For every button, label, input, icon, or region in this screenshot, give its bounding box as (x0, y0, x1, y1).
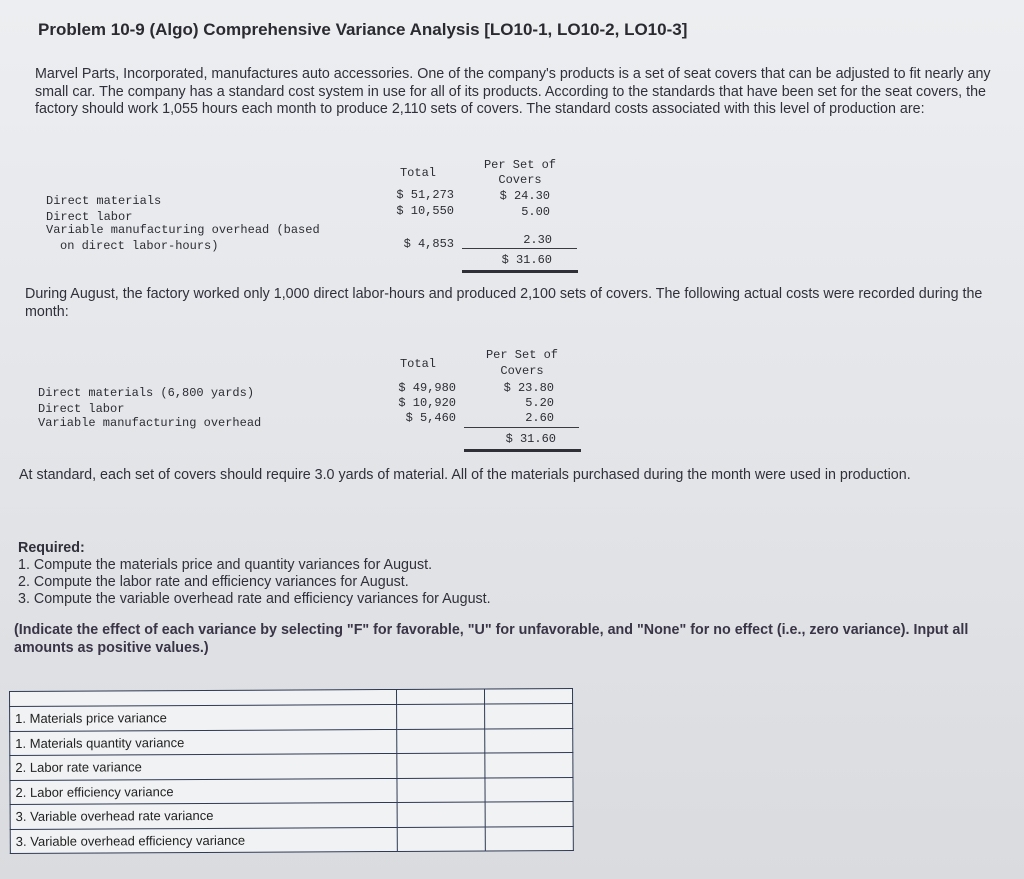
intro-paragraph: Marvel Parts, Incorporated, manufactures auto accessories. One of the company's products is a set of seat covers that can be adjusted to fit nearly any small car. The company has a standard cost system in use for all of its products. According to the standards that have been set for the seat covers, the factory should work 1,055 hours each month to produce 2,110 sets of covers. The standard costs associated with this level of production are: (35, 66, 991, 117)
actual-per-set-sum: $ 31.60 (505, 432, 556, 446)
actual-row-total: $ 10,920 (398, 396, 456, 410)
standard-row-label: Direct materials (46, 194, 162, 208)
effect-select[interactable] (485, 802, 573, 827)
effect-select[interactable] (485, 777, 573, 802)
standard-materials-note: At standard, each set of covers should require 3.0 yards of material. All of the materials purchased during the month were used in production. (19, 467, 911, 483)
required-item: 2. Compute the labor rate and efficiency variances for August. (18, 574, 409, 590)
amount-input[interactable] (396, 704, 484, 729)
standard-header-per-set: Per Set of (483, 158, 556, 172)
standard-header-total: Total (399, 166, 436, 180)
variance-label: 3. Variable overhead rate variance (10, 802, 397, 829)
standard-row-total: $ 51,273 (396, 188, 454, 202)
actual-subtotal-rule (464, 427, 579, 428)
effect-select[interactable] (485, 728, 573, 753)
header-blank-cell (484, 689, 572, 704)
actual-header-covers: Covers (500, 364, 544, 378)
amount-input[interactable] (397, 802, 485, 827)
actual-row-per-set: 2.60 (525, 411, 554, 425)
standard-per-set-sum: $ 31.60 (501, 253, 552, 267)
table-row (10, 826, 573, 853)
standard-row-per-set: $ 24.30 (499, 189, 550, 203)
actual-row-label: Direct labor (38, 402, 125, 416)
actual-row-label: Variable manufacturing overhead (38, 416, 262, 430)
variance-label: 2. Labor rate variance (10, 753, 397, 780)
standard-header-covers: Covers (498, 173, 542, 187)
table-row (10, 777, 573, 804)
table-row (10, 753, 573, 780)
problem-title: Problem 10-9 (Algo) Comprehensive Variance Analysis [LO10-1, LO10-2, LO10-3] (38, 20, 688, 39)
instruction-text: (Indicate the effect of each variance by selecting "F" for favorable, "U" for unfavorable, and "None" for no effect (i.e., zero variance). Input all amounts as positive values.) (14, 622, 969, 656)
standard-subtotal-rule (462, 248, 577, 249)
standard-row-label-continued: on direct labor-hours) (60, 239, 219, 253)
actual-header-total: Total (399, 357, 436, 371)
table-row (10, 802, 573, 829)
actual-row-total: $ 5,460 (405, 411, 456, 425)
amount-input[interactable] (397, 778, 485, 803)
table-row (10, 704, 573, 731)
effect-select[interactable] (485, 753, 573, 778)
actual-row-per-set: 5.20 (525, 396, 554, 410)
standard-row-per-set: 2.30 (523, 233, 552, 247)
standard-row-total: $ 10,550 (396, 204, 454, 218)
actual-total-double-rule (464, 449, 581, 452)
effect-select[interactable] (484, 704, 572, 729)
variance-label: 2. Labor efficiency variance (10, 778, 397, 805)
variance-answer-table (9, 688, 574, 854)
variance-label: 1. Materials quantity variance (10, 729, 397, 756)
actual-row-per-set: $ 23.80 (503, 381, 554, 395)
actual-header-per-set: Per Set of (485, 348, 558, 362)
variance-label: 1. Materials price variance (10, 704, 397, 731)
actual-row-total: $ 49,980 (398, 381, 456, 395)
variance-label: 3. Variable overhead efficiency variance (10, 827, 397, 854)
amount-input[interactable] (397, 729, 485, 754)
standard-row-label: Variable manufacturing overhead (based (46, 223, 320, 237)
actual-row-label: Direct materials (6,800 yards) (38, 386, 255, 400)
august-paragraph: During August, the factory worked only 1,000 direct labor-hours and produced 2,100 sets of covers. The following actual costs were recorded during the month: (25, 286, 983, 320)
standard-row-label: Direct labor (46, 210, 133, 224)
standard-row-total: $ 4,853 (403, 237, 454, 251)
required-item: 3. Compute the variable overhead rate and efficiency variances for August. (18, 591, 491, 607)
amount-input[interactable] (397, 753, 485, 778)
table-row (10, 728, 573, 755)
header-blank-cell (396, 689, 484, 704)
standard-row-per-set: 5.00 (521, 205, 550, 219)
standard-total-double-rule (462, 270, 578, 273)
amount-input[interactable] (397, 827, 485, 852)
effect-select[interactable] (485, 826, 573, 851)
required-heading: Required: (18, 540, 85, 556)
required-item: 1. Compute the materials price and quantity variances for August. (18, 557, 433, 573)
